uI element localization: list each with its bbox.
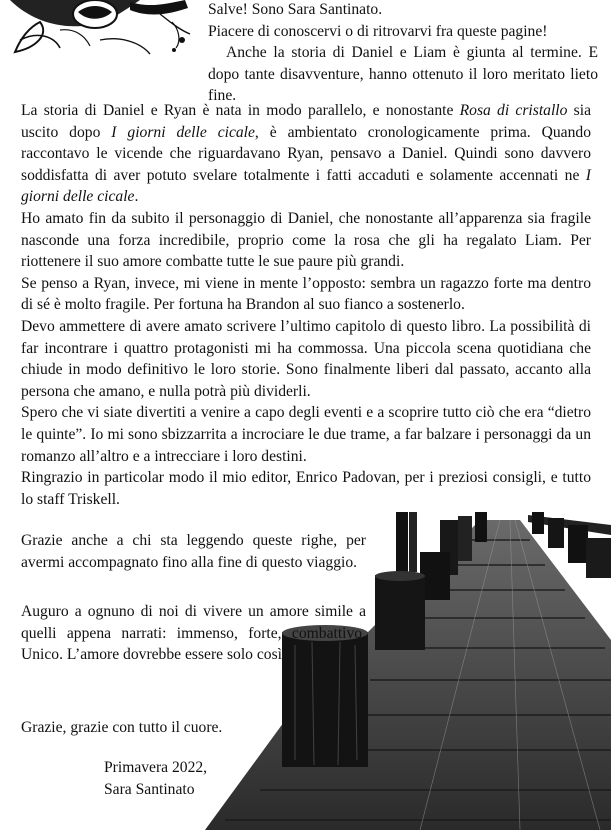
signature-name: Sara Santinato [104, 780, 195, 798]
paragraph-5: Spero che vi siate divertiti a venire a capo degli eventi e a scoprire tutto ciò che era “dietro le quinte”. Io mi sono sbizzarrita a incrociare le due trame, a far balzare i personaggi da un romanzo all’altro e a intrecciare i loro destini. [21, 404, 591, 465]
paragraph-8: Auguro a ognuno di noi di vivere un amore simile a quelli appena narrati: immenso, forte, combattivo. Unico. L’amore dovrebbe essere solo così. [21, 603, 366, 664]
book-title-cicale: I giorni delle cicale [111, 123, 255, 141]
paragraph-2: Ho amato fin da subito il personaggio di Daniel, che nonostante all’apparenza sia fragile nasconde una forza incredibile, proprio come la rosa che gli ha regalato Liam. Per riottenere il suo amore combatte tutte le sue paure più grandi. [21, 209, 591, 271]
paragraph-3: Se penso a Ryan, invece, mi viene in mente l’opposto: sembra un ragazzo forte ma dentro di sé è molto fragile. Per fortuna ha Brandon al suo fianco a sostenerlo. [21, 274, 591, 314]
paragraph-1 [21, 100, 591, 208]
p1-text: La storia di Daniel e Ryan è nata in modo parallelo, e nonostante [21, 102, 460, 119]
p1-text: . [134, 188, 139, 206]
welcome-line: Piacere di conoscervi o di ritrovarvi fra queste pagine! [208, 22, 548, 40]
intro-block [208, 0, 598, 107]
signature-date: Primavera 2022, [104, 759, 208, 776]
paragraph-9: Grazie, grazie con tutto il cuore. [21, 719, 223, 736]
p1-text: , è ambientato cronologicamente prima. Quando raccontavo le vicende che riguardavano Ryan, pensavo a Daniel. Quindi sono davvero soddisfatta di aver potuto svelare totalmente i fatti accaduti e solamente accennati ne [21, 123, 591, 184]
paragraph-6: Ringrazio in particolar modo il mio editor, Enrico Padovan, per i preziosi consigli, e tutto lo staff Triskell. [21, 469, 591, 508]
book-title-cicale: I giorni delle cicale [21, 166, 591, 206]
intro-paragraph: Anche la storia di Daniel e Liam è giunta al termine. E dopo tante disavventure, hanno ottenuto il loro meritato lieto fine. [208, 44, 598, 105]
p1-text: sia uscito dopo [21, 102, 591, 141]
book-title-rosa: Rosa di cristallo [459, 102, 568, 119]
greeting-line: Salve! Sono Sara Santinato. [208, 1, 383, 18]
main-text [21, 100, 591, 510]
signature [104, 757, 304, 800]
paragraph-4: Devo ammettere di avere amato scrivere l’ultimo capitolo di questo libro. La possibilità di far incontrare i quattro protagonisti mi ha commossa. Una piccola scena quotidiana che chiude in modo definitivo le loro storie. Sono finalmente liberi dal passato, accanto alla persona che amano, e nulla potrà più dividerli. [21, 317, 591, 400]
paragraph-7: Grazie anche a chi sta leggendo queste righe, per avermi accompagnato fino alla fine di questo viaggio. [21, 532, 366, 571]
